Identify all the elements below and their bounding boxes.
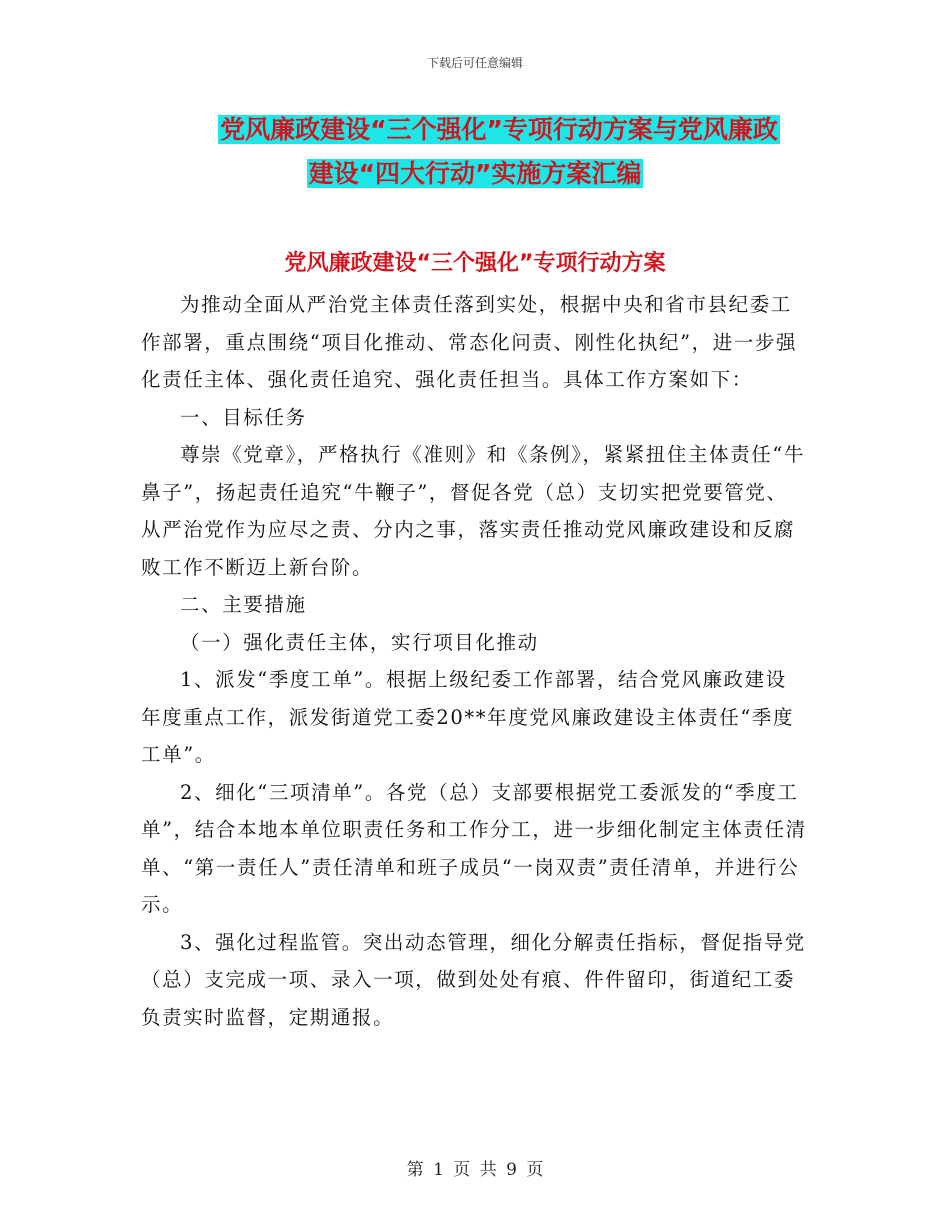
document-title-line-2-text: 建设“四大行动”实施方案汇编 — [308, 159, 642, 188]
document-title-line-1 — [24, 112, 950, 148]
heading-measures: 二、主要措施 — [180, 593, 307, 616]
subheading-measure-1: （一）强化责任主体，实行项目化推动 — [180, 630, 539, 654]
paragraph-intro: 为推动全面从严治党主体责任落到实处，根据中央和省市县纪委工作部署，重点围绕“项目化推动、常态化问责、刚性化执纪”，进一步强化责任主体、强化责任追究、强化责任担当。具体工作方案如下： — [141, 293, 798, 391]
document-title-line-2 — [0, 156, 950, 192]
paragraph-item-3: 3、强化过程监管。突出动态管理，细化分解责任指标，督促指导党（总）支完成一项、录入一项，做到处处有痕、件件留印，街道纪工委负责实时监督，定期通报。 — [141, 930, 806, 1029]
header-note: 下载后可任意编辑 — [426, 56, 523, 70]
document-title-line-1-text: 党风廉政建设“三个强化”专项行动方案与党风廉政 — [220, 115, 778, 144]
page-number: 第 1 页 共 9 页 — [406, 1160, 544, 1180]
paragraph-goals: 尊崇《党章》，严格执行《准则》和《条例》，紧紧扭住主体责任“牛鼻子”，扬起责任追究“牛鞭子”，督促各党（总）支切实把党要管党、从严治党作为应尽之责、分内之事，落实责任推动党风廉政建设和反腐败工作不断迈上新台阶。 — [141, 443, 806, 579]
heading-goals: 一、目标任务 — [180, 405, 307, 429]
paragraph-item-1: 1、派发“季度工单”。根据上级纪委工作部署，结合党风廉政建设年度重点工作，派发街道党工委20**年度党风廉政建设主体责任“季度工单”。 — [141, 668, 795, 766]
document-body — [141, 286, 807, 1036]
paragraph-item-2: 2、细化“三项清单”。各党（总）支部要根据党工委派发的“季度工单”，结合本地本单位职责任务和工作分工，进一步细化制定主体责任清单、“第一责任人”责任清单和班子成员“一岗双责”责任清单，并进行公示。 — [141, 780, 807, 916]
section-title: 党风廉政建设“三个强化”专项行动方案 — [284, 251, 666, 276]
